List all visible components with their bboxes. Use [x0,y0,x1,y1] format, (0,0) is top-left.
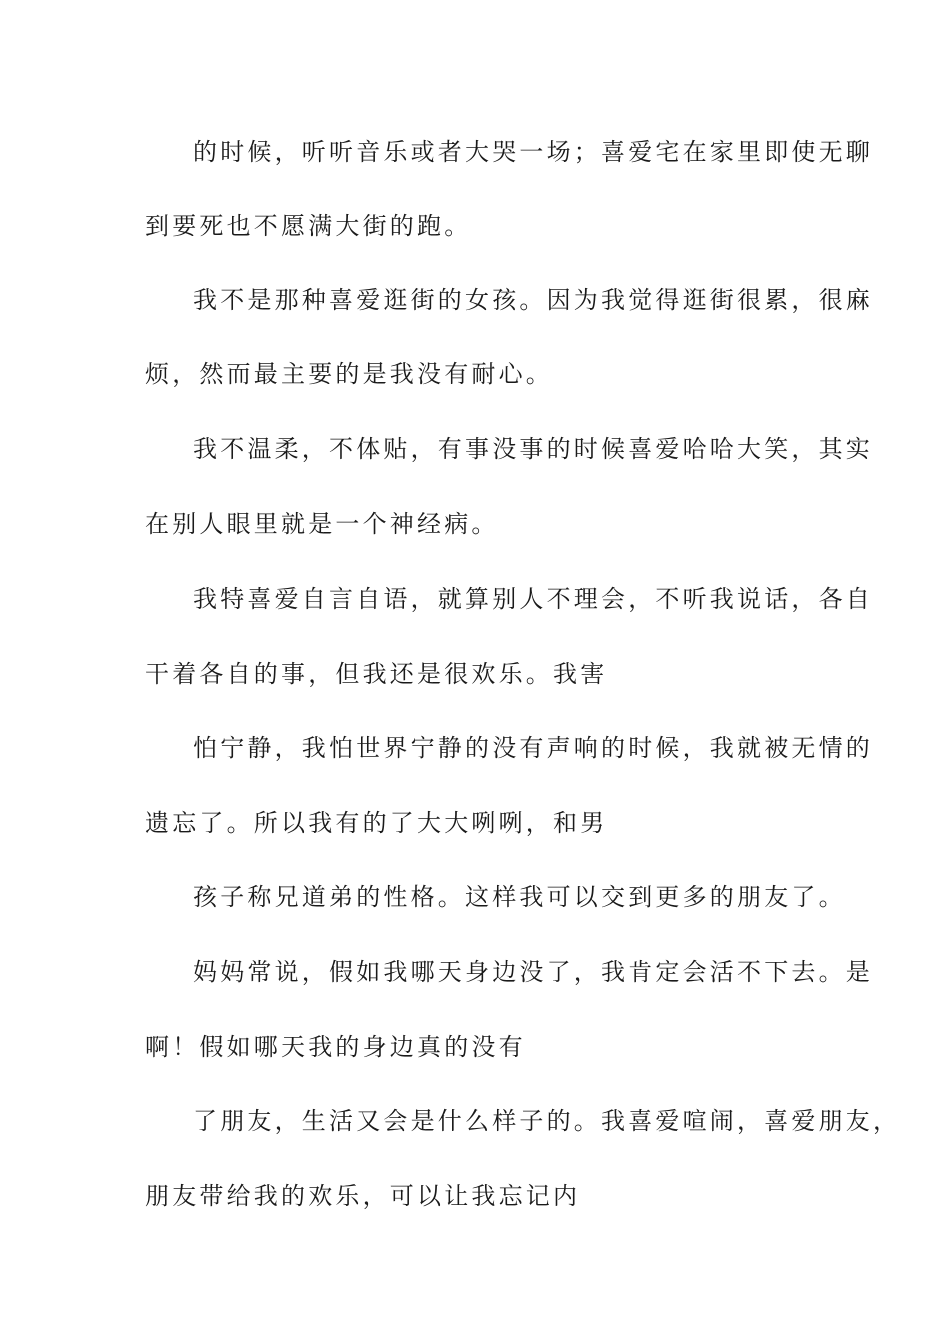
text-line: 烦，然而最主要的是我没有耐心。 [145,360,553,388]
text-line: 了朋友，生活又会是什么样子的。我喜爱喧闹，喜爱朋友， [193,1107,901,1135]
text-line: 我不是那种喜爱逛街的女孩。因为我觉得逛街很累，很麻 [193,286,873,314]
text-line: 的时候，听听音乐或者大哭一场；喜爱宅在家里即使无聊 [193,138,873,166]
text-line: 我不温柔，不体贴，有事没事的时候喜爱哈哈大笑，其实 [193,435,873,463]
text-line: 遗忘了。所以我有的了大大咧咧，和男 [145,809,608,837]
text-line: 朋友带给我的欢乐，可以让我忘记内 [145,1182,581,1210]
text-line: 干着各自的事，但我还是很欢乐。我害 [145,660,608,688]
text-line: 孩子称兄道弟的性格。这样我可以交到更多的朋友了。 [193,883,846,911]
text-line: 我特喜爱自言自语，就算别人不理会，不听我说话，各自 [193,585,873,613]
text-line: 怕宁静，我怕世界宁静的没有声响的时候，我就被无情的 [193,734,873,762]
text-line: 妈妈常说，假如我哪天身边没了，我肯定会活不下去。是 [193,958,873,986]
text-line: 在别人眼里就是一个神经病。 [145,510,499,538]
text-line: 到要死也不愿满大街的跑。 [145,212,472,240]
text-line: 啊！假如哪天我的身边真的没有 [145,1033,526,1061]
